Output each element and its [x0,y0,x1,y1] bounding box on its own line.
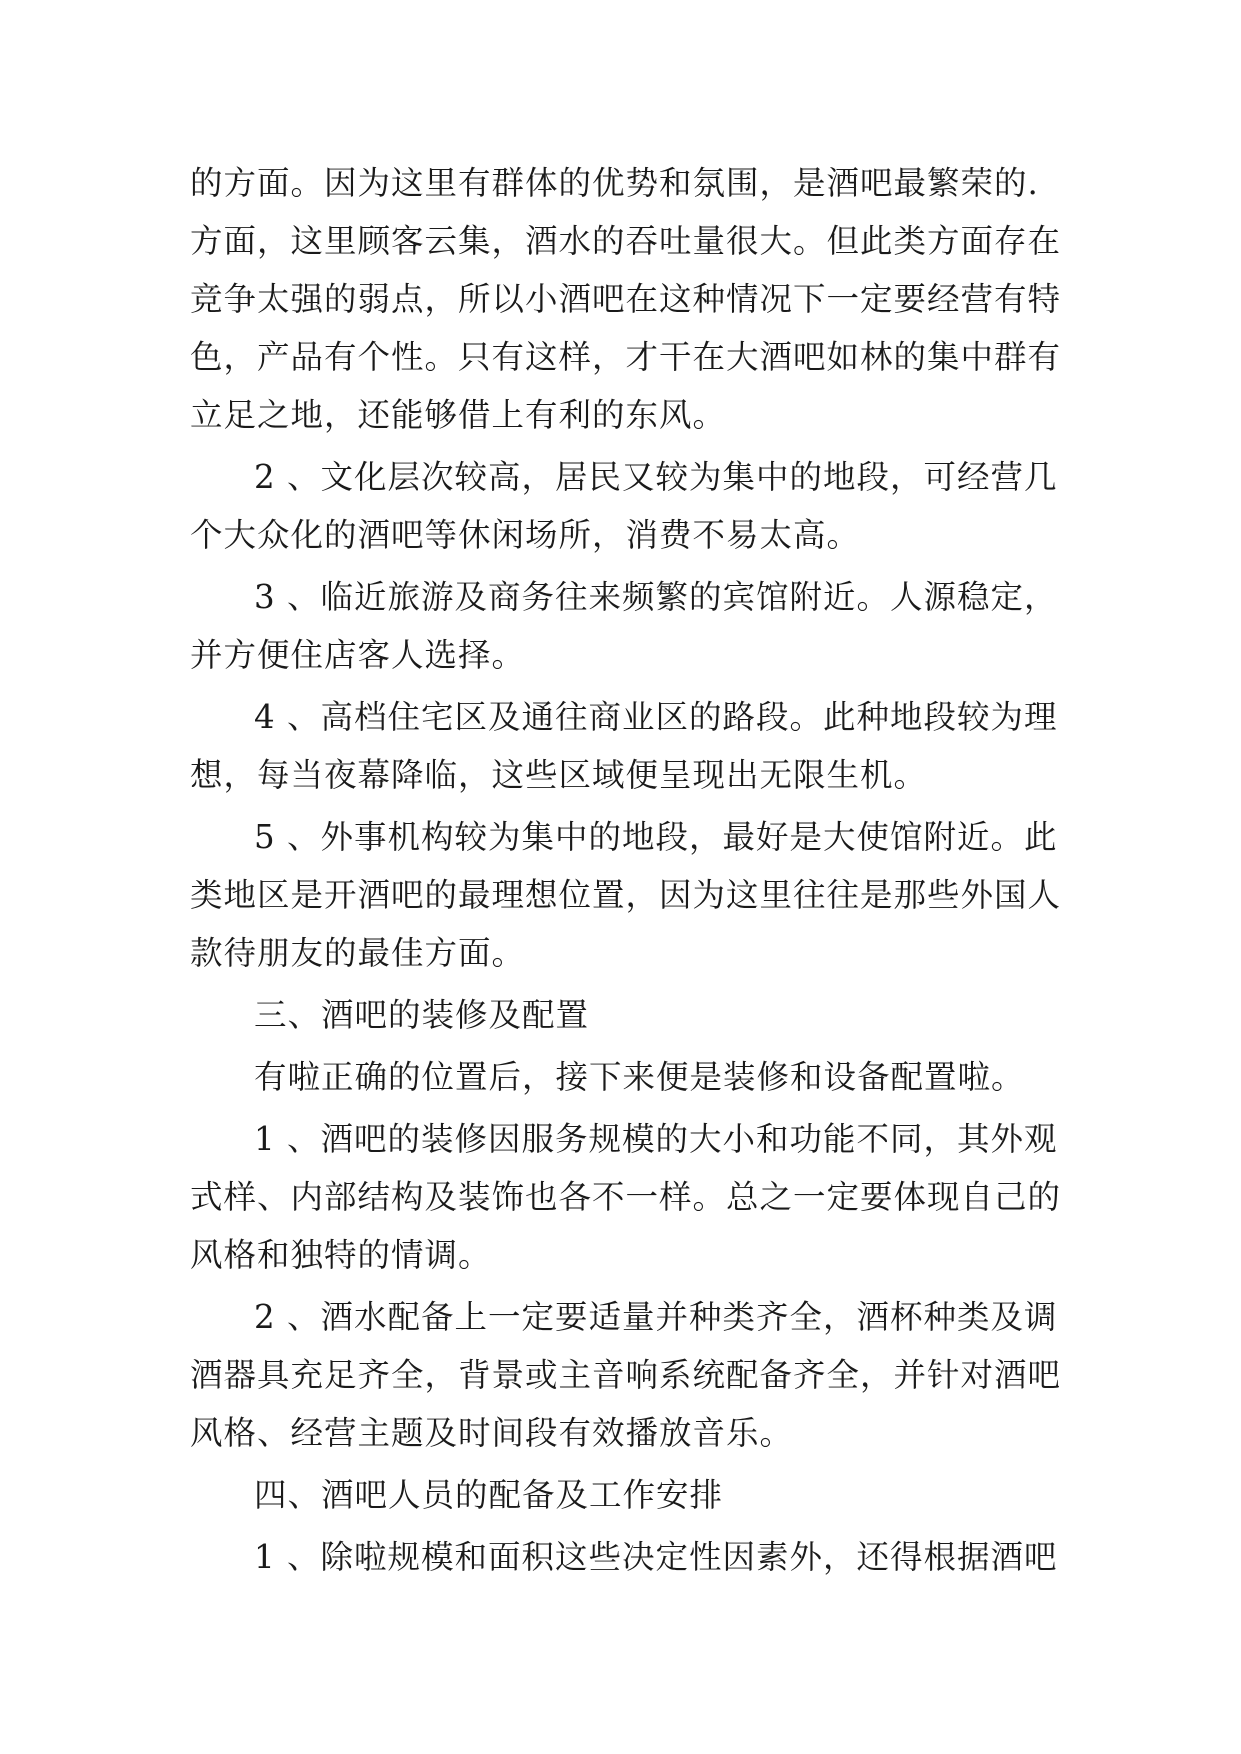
list-item-line: 4 、高档住宅区及通往商业区的路段。此种地段较为理 [254,698,1058,736]
body-line: 个大众化的酒吧等休闲场所，消费不易太高。 [190,516,861,554]
body-line: 方面，这里顾客云集，酒水的吞吐量很大。但此类方面存在 [190,222,1062,260]
list-item-line: 1 、酒吧的装修因服务规模的大小和功能不同，其外观 [254,1120,1058,1158]
body-line: 立足之地，还能够借上有利的东风。 [190,396,727,434]
list-item-line: 5 、外事机构较为集中的地段，最好是大使馆附近。此 [254,818,1058,856]
body-line: 风格、经营主题及时间段有效播放音乐。 [190,1414,794,1452]
body-line: 想，每当夜幕降临，这些区域便呈现出无限生机。 [190,756,928,794]
paragraph-line: 有啦正确的位置后，接下来便是装修和设备配置啦。 [254,1058,1025,1096]
list-item-line: 3 、临近旅游及商务往来频繁的宾馆附近。人源稳定， [254,578,1058,616]
body-line: 酒器具充足齐全，背景或主音响系统配备齐全，并针对酒吧 [190,1356,1062,1394]
list-item-line: 1 、除啦规模和面积这些决定性因素外，还得根据酒吧 [254,1538,1058,1576]
body-line: 并方便住店客人选择。 [190,636,526,674]
section-heading: 三、酒吧的装修及配置 [254,996,590,1034]
body-line: 色，产品有个性。只有这样，才干在大酒吧如林的集中群有 [190,338,1062,376]
body-line: 式样、内部结构及装饰也各不一样。总之一定要体现自己的 [190,1178,1062,1216]
list-item-line: 2 、酒水配备上一定要适量并种类齐全，酒杯种类及调 [254,1298,1058,1336]
section-heading: 四、酒吧人员的配备及工作安排 [254,1476,724,1514]
body-line: 款待朋友的最佳方面。 [190,934,526,972]
list-item-line: 2 、文化层次较高，居民又较为集中的地段，可经营几 [254,458,1058,496]
body-line: 竞争太强的弱点，所以小酒吧在这种情况下一定要经营有特 [190,280,1062,318]
body-line: 的方面。因为这里有群体的优势和氛围，是酒吧最繁荣的. [190,164,1039,202]
body-line: 类地区是开酒吧的最理想位置，因为这里往往是那些外国人 [190,876,1062,914]
document-body [190,154,1070,1586]
body-line: 风格和独特的情调。 [190,1236,492,1274]
